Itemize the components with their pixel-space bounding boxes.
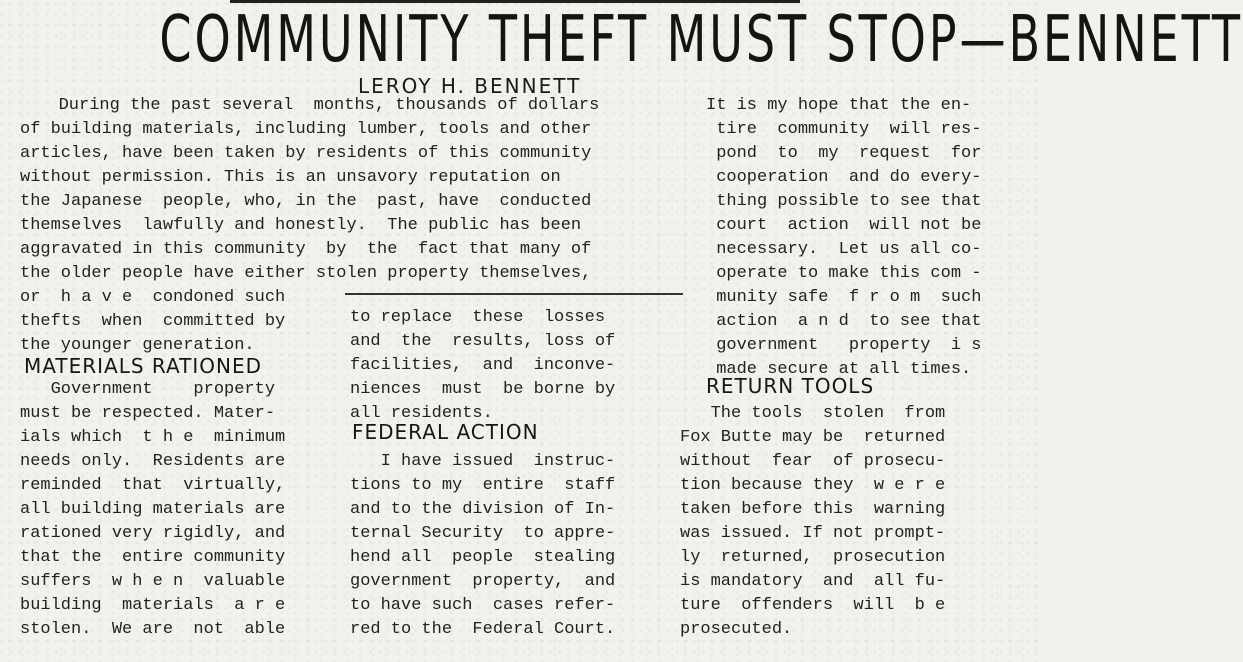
right-line: tion because they w e r e [680, 476, 946, 495]
right-line: prosecuted. [680, 620, 793, 639]
middle-line: all residents. [350, 404, 493, 423]
right-line: operate to make this com - [706, 264, 982, 283]
middle-line: red to the Federal Court. [350, 620, 616, 639]
left-line: thefts when committed by [20, 312, 286, 331]
right-line: thing possible to see that [706, 192, 982, 211]
middle-line: ternal Security to appre- [350, 524, 616, 543]
intro-line: the older people have either stolen property themselves, [20, 264, 592, 283]
right-line: action a n d to see that [706, 312, 982, 331]
right-line: without fear of prosecu- [680, 452, 946, 471]
left-line: rationed very rigidly, and [20, 524, 286, 543]
middle-line: government property, and [350, 572, 616, 591]
left-line: needs only. Residents are [20, 452, 286, 471]
headline: COMMUNITY THEFT MUST STOP—BENNETT [159, 3, 1243, 77]
left-line: the younger generation. [20, 336, 255, 355]
intro-line: During the past several months, thousands of dollars [28, 96, 600, 115]
left-line: all building materials are [20, 500, 286, 519]
subhead-return-tools: RETURN TOOLS [706, 374, 875, 398]
left-line: or h a v e condoned such [20, 288, 286, 307]
right-line: pond to my request for [706, 144, 982, 163]
right-line: court action will not be [706, 216, 982, 235]
left-line: Government property [20, 380, 276, 399]
right-line: is mandatory and all fu- [680, 572, 946, 591]
middle-line: niences must be borne by [350, 380, 616, 399]
middle-line: and to the division of In- [350, 500, 616, 519]
left-line: reminded that virtually, [20, 476, 286, 495]
left-line: that the entire community [20, 548, 286, 567]
intro-line: of building materials, including lumber, tools and other [20, 120, 592, 139]
middle-line: tions to my entire staff [350, 476, 616, 495]
subhead-federal-action: FEDERAL ACTION [352, 420, 539, 444]
right-line: cooperation and do every- [706, 168, 982, 187]
middle-line: and the results, loss of [350, 332, 616, 351]
middle-line: to replace these losses [350, 308, 606, 327]
right-line: government property i s [706, 336, 982, 355]
intro-line: aggravated in this community by the fact that many of [20, 240, 592, 259]
left-line: stolen. We are not able [20, 620, 286, 639]
right-line: made secure at all times. [706, 360, 972, 379]
right-line: taken before this warning [680, 500, 946, 519]
right-line: tire community will res- [706, 120, 982, 139]
intro-line: without permission. This is an unsavory reputation on [20, 168, 561, 187]
middle-line: hend all people stealing [350, 548, 616, 567]
left-line: building materials a r e [20, 596, 286, 615]
right-line: ture offenders will b e [680, 596, 946, 615]
column-rule [345, 293, 683, 295]
byline: LEROY H. BENNETT [358, 74, 582, 98]
right-line: necessary. Let us all co- [706, 240, 982, 259]
intro-line: articles, have been taken by residents of this community [20, 144, 592, 163]
right-line: Fox Butte may be returned [680, 428, 946, 447]
middle-line: facilities, and inconve- [350, 356, 616, 375]
intro-line: the Japanese people, who, in the past, have conducted [20, 192, 592, 211]
intro-line: themselves lawfully and honestly. The public has been [20, 216, 582, 235]
right-line: The tools stolen from [680, 404, 946, 423]
right-line: ly returned, prosecution [680, 548, 946, 567]
middle-line: I have issued instruc- [350, 452, 616, 471]
right-line: was issued. If not prompt- [680, 524, 946, 543]
middle-line: to have such cases refer- [350, 596, 616, 615]
left-line: must be respected. Mater- [20, 404, 276, 423]
left-line: ials which t h e minimum [20, 428, 286, 447]
left-line: suffers w h e n valuable [20, 572, 286, 591]
right-line: munity safe f r o m such [706, 288, 982, 307]
subhead-materials-rationed: MATERIALS RATIONED [24, 354, 262, 378]
right-line: It is my hope that the en- [706, 96, 972, 115]
